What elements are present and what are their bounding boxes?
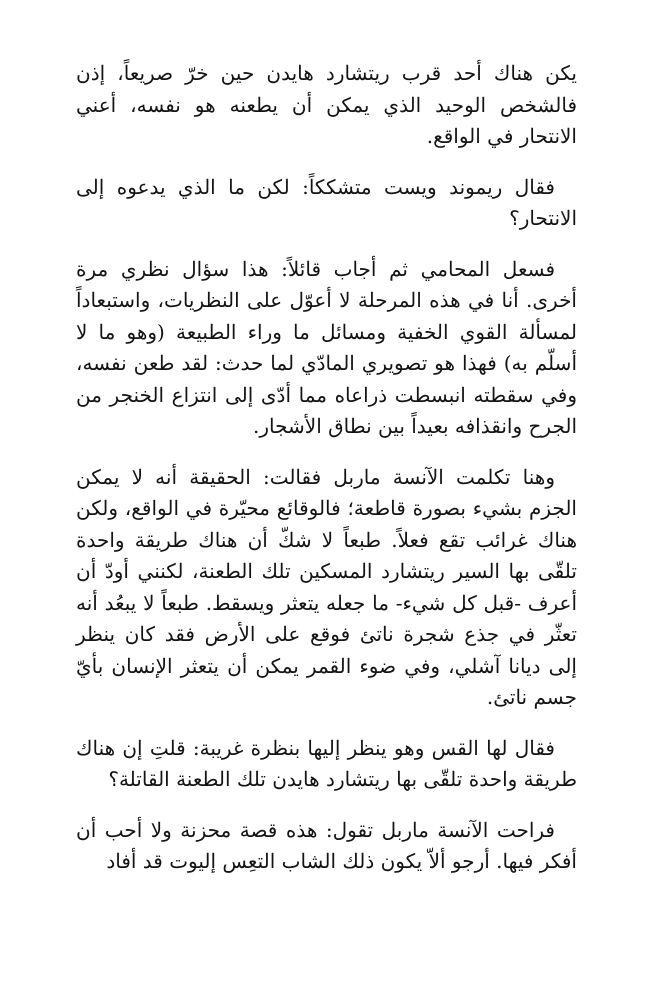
paragraph-1: يكن هناك أحد قرب ريتشارد هايدن حين خرّ صريعاً، إذن فالشخص الوحيد الذي يمكن أن يطعنه هو نفسه، أعني الانتحار في الواقع.: [76, 61, 577, 148]
paragraph-5: فقال لها القس وهو ينظر إليها بنظرة غريبة: قلتِ إن هناك طريقة واحدة تلقّى بها ريتشارد هايدن تلك الطعنة القاتلة؟: [76, 735, 577, 791]
paragraph-3: فسعل المحامي ثم أجاب قائلاً: هذا سؤال نظري مرة أخرى. أنا في هذه المرحلة لا أعوّل على النظريات، واستبعاداً لمسألة القوي الخفية ومسائل ما وراء الطبيعة (وهو ما لا أسلّم به) فهذا هو تصويري المادّي لما حدث: لقد طعن نفسه، وفي سقطته انبسطت ذراعاه مما أدّى إلى انتزاع الخنجر من الجرح وانقذافه بعيداً بين نطاق الأشجار.: [76, 256, 577, 438]
paragraph-2: فقال ريموند ويست متشككاً: لكن ما الذي يدعوه إلى الانتحار؟: [76, 174, 577, 230]
paragraph-4: وهنا تكلمت الآنسة ماربل فقالت: الحقيقة أنه لا يمكن الجزم بشيء بصورة قاطعة؛ فالوقائع محيّرة في الواقع، ولكن هناك غرائب تقع فعلاً. طبعاً لا شكّ أن هناك طريقة واحدة تلقّى بها السير ريتشارد المسكين تلك الطعنة، لكنني أودّ أن أعرف -قبل كل شيء- ما جعله يتعثر ويسقط. طبعاً لا يبعُد أنه تعثّر في جذع شجرة ناتئ فوقع على الأرض فقد كان ينظر إلى ديانا آشلي، وفي ضوء القمر يمكن أن يتعثر الإنسان بأيّ جسم ناتئ.: [76, 464, 577, 709]
paragraph-6: فراحت الآنسة ماربل تقول: هذه قصة محزنة ولا أحب أن أفكر فيها. أرجو ألاّ يكون ذلك الشاب التعِس إليوت قد أفاد: [76, 817, 577, 873]
